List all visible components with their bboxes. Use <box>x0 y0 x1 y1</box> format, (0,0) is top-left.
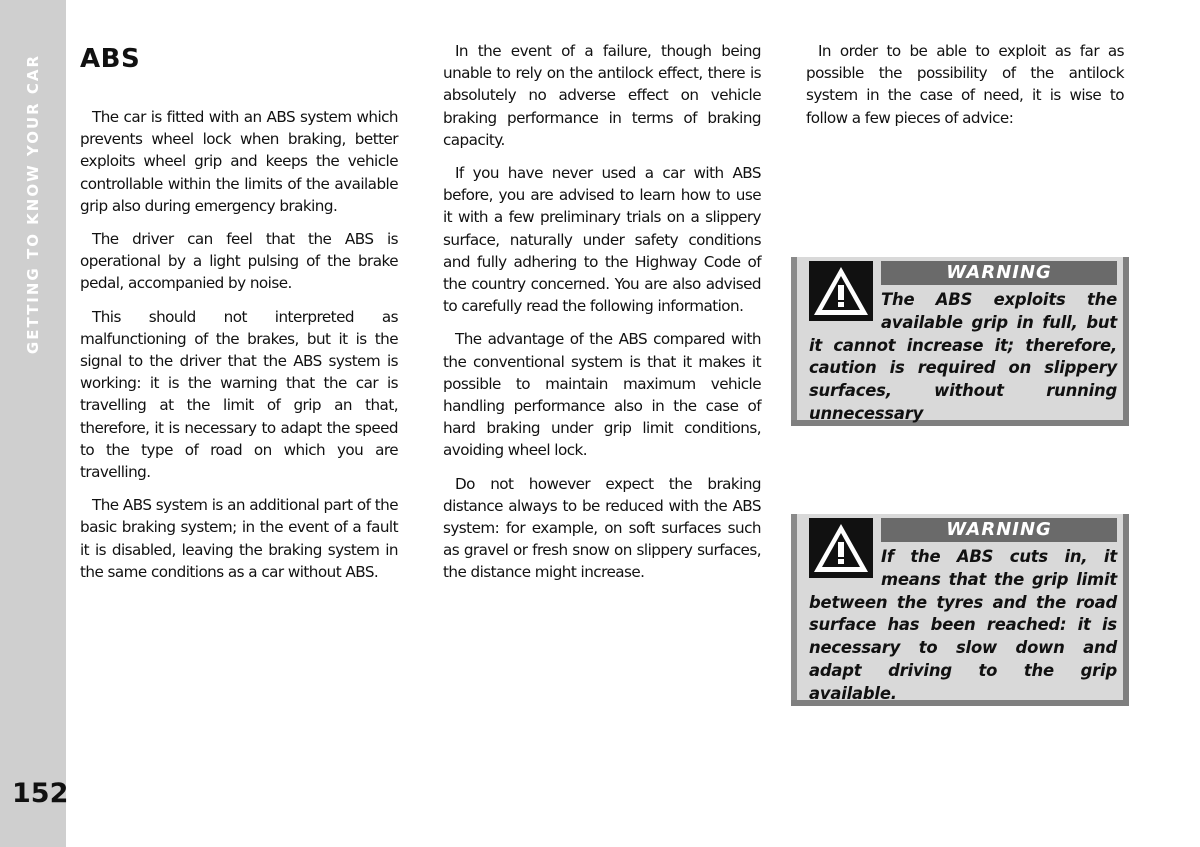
sidebar <box>0 0 69 847</box>
warning-triangle-icon <box>809 518 873 578</box>
warning-text: The ABS exploits the available grip in full, but it cannot increase it; therefore, caution is required on slippery surfaces, without running unnecessary <box>809 290 1117 423</box>
paragraph: In the event of a failure, though being unable to rely on the antilock effect, there is absolutely no adverse effect on vehicle braking performance in terms of braking capacity. <box>443 42 761 149</box>
paragraph: The driver can feel that the ABS is operational by a light pulsing of the brake pedal, accompanied by noise. <box>80 230 398 293</box>
warning-label: WARNING <box>881 261 1117 285</box>
warning-box-1 <box>791 257 1129 426</box>
paragraph: If you have never used a car with ABS before, you are advised to learn how to use it with a few preliminary trials on a slippery surface, naturally under safety conditions and fully adhering to the Highway Code of the country concerned. You are also advised to carefully read the following information. <box>443 164 761 316</box>
column-1 <box>80 40 398 594</box>
column-3 <box>806 40 1124 140</box>
warning-box-2 <box>791 514 1129 706</box>
warning-text: If the ABS cuts in, it means that the grip limit between the tyres and the road surface has been reached: it is necessary to slow down and adapt driving to the grip available. <box>809 547 1117 703</box>
paragraph: The advantage of the ABS compared with the conventional system is that it makes it possible to maintain maximum vehicle handling performance also in the case of hard braking under grip limit conditions, avoiding wheel lock. <box>443 330 761 460</box>
paragraph: In order to be able to exploit as far as possible the possibility of the antilock system in the case of need, it is wise to follow a few pieces of advice: <box>806 42 1124 127</box>
paragraph: Do not however expect the braking distance always to be reduced with the ABS system: for example, on soft surfaces such as gravel or fresh snow on slippery surfaces, the distance might increase. <box>443 474 761 582</box>
paragraph: The car is fitted with an ABS system which prevents wheel lock when braking, better exploits wheel grip and keeps the vehicle controllable within the limits of the available grip also during emergency braking. <box>80 108 398 215</box>
warning-triangle-icon <box>809 261 873 321</box>
section-title: GETTING TO KNOW YOUR CAR <box>24 53 42 355</box>
warning-label: WARNING <box>881 518 1117 542</box>
paragraph: This should not interpreted as malfunctioning of the brakes, but it is the signal to the driver that the ABS system is working: it is the warning that the car is travelling at the limit of grip an that, therefore, it is necessary to adapt the speed to the type of road on which you are travelling. <box>80 307 398 482</box>
page-heading: ABS <box>80 44 141 74</box>
paragraph: The ABS system is an additional part of the basic braking system; in the event of a fault it is disabled, leaving the braking system in the same conditions as a car without ABS. <box>80 496 398 581</box>
column-2 <box>443 40 761 595</box>
page-number: 152 <box>12 778 69 809</box>
